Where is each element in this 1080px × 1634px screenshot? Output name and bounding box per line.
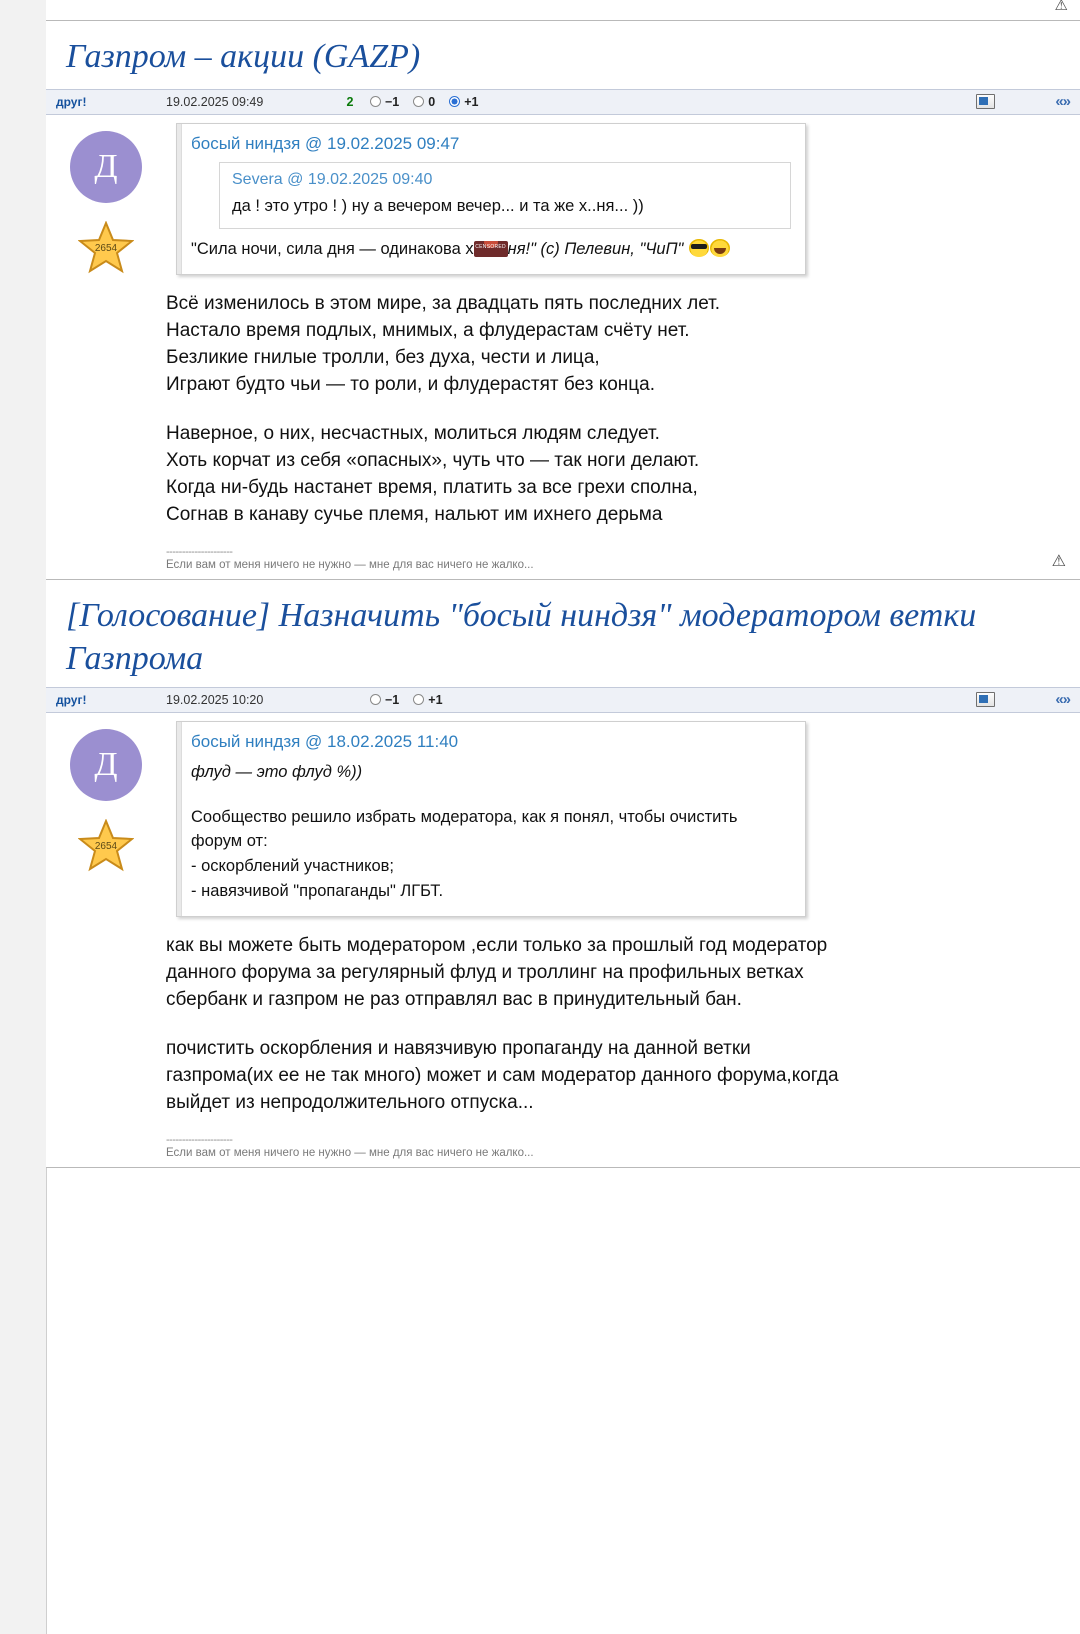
vote-group [370,95,478,109]
nested-quote-text: да ! это утро ! ) ну а вечером вечер... и та же х..ня... )) [232,196,644,215]
quote-author-line[interactable]: босый ниндзя @ 19.02.2025 09:47 [191,133,460,153]
quote-line: - оскорблений участников; [191,857,394,876]
post-line: Хоть корчат из себя «опасных», чуть что — так ноги делают. [166,450,700,472]
quote-text-before: "Сила ночи, сила дня — одинакова х [191,240,474,259]
paragraph-gap [166,399,856,421]
signature [166,1135,1040,1167]
quote-line: - навязчивой "пропаганды" ЛГБТ. [191,881,444,900]
post-line: Всё изменилось в этом мире, за двадцать пять последних лет. [166,293,721,315]
page-title[interactable]: [Голосование] Назначить "босый ниндзя" модератором ветки Газпрома [66,596,977,678]
vote-label: +1 [428,692,443,707]
vote-group [370,693,443,707]
rank-badge [46,221,166,271]
vote-label: −1 [385,94,400,109]
post-author[interactable]: друг! [56,94,87,109]
rank-badge [46,819,166,869]
radio-icon[interactable] [370,96,381,107]
vote-option-zero[interactable] [413,95,435,109]
vote-label: 0 [428,94,436,109]
post-body [166,721,1080,1167]
post-line: Когда ни-будь настанет время, платить за все грехи сполна, [166,477,698,498]
nested-quote-block [219,162,791,230]
post-user-column [46,123,166,579]
quote-text-after: ня!" (с) Пелевин, "ЧиП" [507,240,684,259]
quote-block [176,123,806,276]
vote-option-minus1[interactable] [370,693,399,707]
meta-actions [976,93,1070,110]
post-author[interactable]: друг! [56,692,87,707]
post-meta-bar [46,89,1080,115]
vote-option-minus1[interactable] [370,95,399,109]
screen-icon[interactable] [976,94,995,109]
post-line: Играют будто чьи — то роли, и флудерастят без конца. [166,374,656,396]
radio-icon[interactable] [449,96,460,107]
radio-icon[interactable] [413,96,424,107]
post-text [166,927,856,1117]
forum-content [46,0,1080,1168]
post-user-column [46,721,166,1167]
sunglasses-emoji-icon [689,239,709,257]
post-body [166,123,1080,579]
expand-collapse-icon[interactable]: «» [1055,691,1070,709]
post-line: Наверное, о них, несчастных, молиться людям следует. [166,423,660,445]
signature-text: Если вам от меня ничего не нужно — мне для вас ничего не жалко... [166,1146,534,1159]
post-line: Настало время подлых, мнимых, а флудерастам счёту нет. [166,320,690,342]
quote-block [176,721,806,917]
quote-italic-line: флуд — это флуд %)) [191,762,363,781]
left-rail [0,0,47,1634]
post-date: 19.02.2025 10:20 [166,692,264,707]
radio-icon[interactable] [413,694,424,705]
vote-label: +1 [464,94,479,109]
paragraph-gap [166,1014,856,1036]
post-line: Согнав в канаву сучье племя, нальют им ихнего дерьма [166,503,663,525]
post-date: 19.02.2025 09:49 [166,94,264,109]
post-line: почистить оскорбления и навязчивую пропаганду на данной ветки газпрома(их ее не так много) может и сам модератор данного форума,когда выйдет из непродолжительного отпуска... [166,1037,839,1113]
quote-author-line[interactable]: босый ниндзя @ 18.02.2025 11:40 [191,731,459,751]
screen-icon[interactable] [976,692,995,707]
thread-vote-moderator [46,580,1080,1168]
signature-rule: --------------------- [166,1133,233,1146]
expand-collapse-icon[interactable]: «» [1055,93,1070,111]
signature-rule: --------------------- [166,545,233,558]
vote-option-plus1[interactable] [413,693,442,707]
vote-label: −1 [385,692,400,707]
avatar[interactable]: Д [70,729,142,801]
laugh-emoji-icon [710,239,730,257]
post-line: Безликие гнилые тролли, без духа, чести и лица, [166,347,600,369]
signature-text: Если вам от меня ничего не нужно — мне для вас ничего не жалко... [166,558,534,571]
radio-icon[interactable] [370,694,381,705]
avatar[interactable]: Д [70,131,142,203]
thread-gazp [46,21,1080,580]
censored-sticker-icon [474,241,508,257]
signature [166,547,1040,579]
post-reply-count: 2 [346,94,354,109]
post [46,115,1080,579]
post [46,713,1080,1167]
post-meta-bar [46,687,1080,713]
previous-post-footer [46,0,1080,21]
post-line: как вы можете быть модератором ,если только за прошлый год модератор данного форума за регулярный флуд и троллинг на профильных ветках сбербанк и газпром не раз отправлял вас в принудительный бан. [166,934,828,1010]
page-title[interactable]: Газпром – акции (GAZP) [66,38,421,75]
nested-quote-author-line[interactable]: Severa @ 19.02.2025 09:40 [232,170,433,188]
rank-points: 2654 [94,242,118,254]
vote-option-plus1[interactable] [449,95,478,109]
meta-actions [976,691,1070,708]
quote-line: Сообщество решило избрать модератора, как я понял, чтобы очистить форум от: [191,807,738,851]
warning-icon[interactable]: ⚠ [1054,0,1068,14]
quote-text [191,237,791,262]
rank-points: 2654 [94,840,118,852]
post-text [166,285,856,529]
warning-icon[interactable]: ⚠ [1051,552,1066,570]
